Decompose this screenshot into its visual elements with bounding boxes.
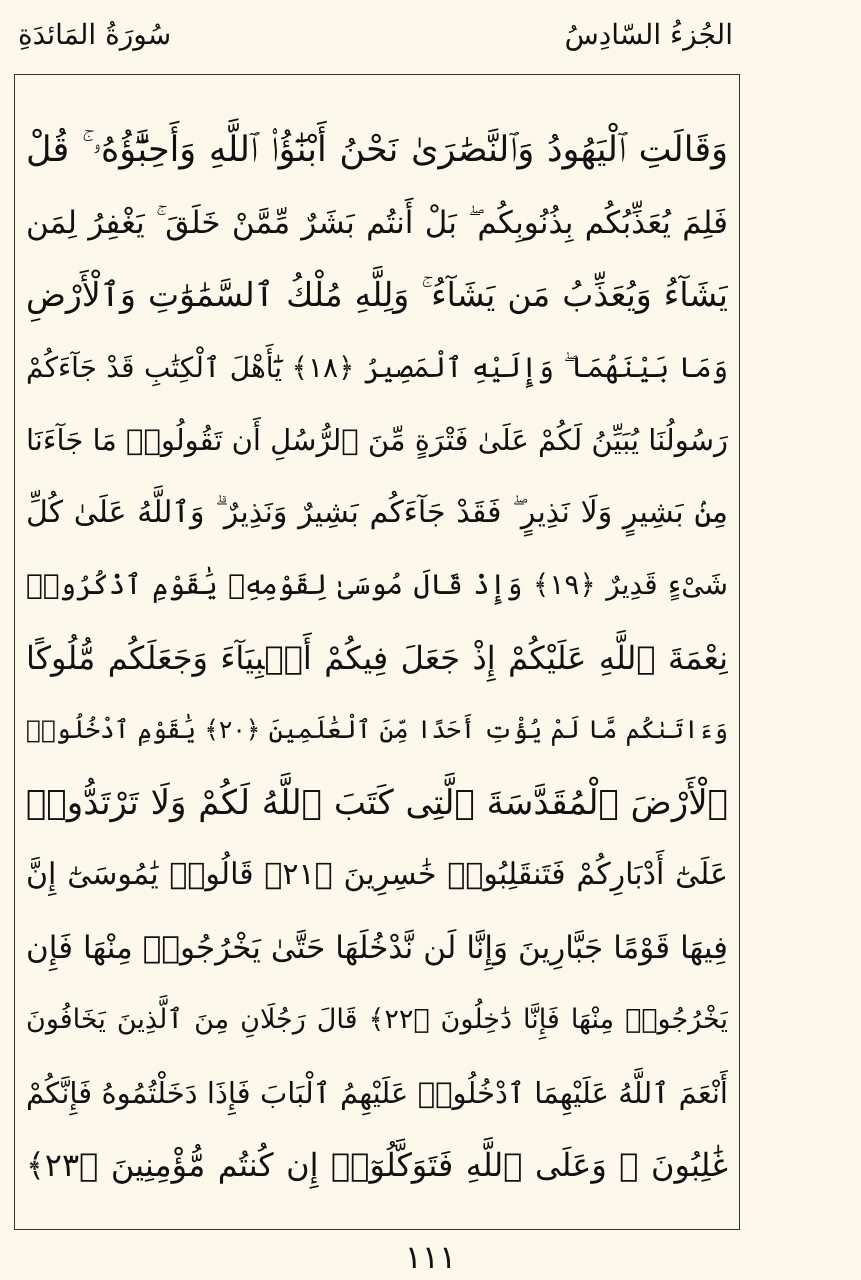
text-line: يَخْرُجُوا۟ مِنْهَا فَإِنَّا دَٰخِلُونَ ﴿٢٢﴾ قَالَ رَجُلَانِ مِنَ ٱلَّذِينَ يَخَافُونَ [26, 1004, 728, 1035]
text-line: شَىْءٍ قَدِيرٌ ﴿١٩﴾ وَإِذْ قَالَ مُوسَىٰ لِقَوْمِهِۦ يَٰقَوْمِ ٱذْكُرُوا۟ [26, 568, 728, 601]
text-line: وَقَالَتِ ٱلْيَهُودُ وَٱلنَّصَٰرَىٰ نَحْنُ أَبْنَٰٓؤُا۟ ٱللَّهِ وَأَحِبَّٰٓؤُهُۥ ۚ قُلْ [26, 130, 728, 170]
quran-text [14, 74, 740, 1230]
page-header [0, 18, 861, 66]
text-line: أَنْعَمَ ٱللَّهُ عَلَيْهِمَا ٱدْخُلُوا۟ عَلَيْهِمُ ٱلْبَابَ فَإِذَا دَخَلْتُمُوهُ فَإِنَّكُمْ [26, 1075, 728, 1110]
text-line: فَلِمَ يُعَذِّبُكُم بِذُنُوبِكُم ۖ بَلْ أَنتُم بَشَرٌ مِّمَّنْ خَلَقَ ۚ يَغْفِرُ لِمَن [26, 204, 728, 241]
text-line: غَٰلِبُونَ ۚ وَعَلَى ٱللَّهِ فَتَوَكَّلُوٓا۟ إِن كُنتُم مُّؤْمِنِينَ ﴿٢٣﴾ [26, 1146, 728, 1184]
text-line: رَسُولُنَا يُبَيِّنُ لَكُمْ عَلَىٰ فَتْرَةٍ مِّنَ ٱلرُّسُلِ أَن تَقُولُوا۟ مَا جَآءَنَا [26, 423, 728, 457]
text-line: مِنۢ بَشِيرٍ وَلَا نَذِيرٍ ۖ فَقَدْ جَآءَكُم بَشِيرٌ وَنَذِيرٌ ۗ وَٱللَّهُ عَلَىٰ كُلِّ [26, 494, 728, 530]
text-line: فِيهَا قَوْمًا جَبَّارِينَ وَإِنَّا لَن نَّدْخُلَهَا حَتَّىٰ يَخْرُجُوا۟ مِنْهَا فَإِن [26, 929, 728, 966]
text-line: وَمَا بَيْنَهُمَا ۖ وَإِلَيْهِ ٱلْمَصِيرُ ﴿١٨﴾ يَٰٓأَهْلَ ٱلْكِتَٰبِ قَدْ جَآءَكُمْ [26, 350, 728, 384]
juz-title: الجُزءُ السّادِسُ [564, 18, 733, 51]
text-line: ٱلْأَرْضَ ٱلْمُقَدَّسَةَ ٱلَّتِى كَتَبَ ٱللَّهُ لَكُمْ وَلَا تَرْتَدُّوا۟ [26, 782, 728, 823]
text-line: عَلَىٰٓ أَدْبَارِكُمْ فَتَنقَلِبُوا۟ خَٰسِرِينَ ﴿٢١﴾ قَالُوا۟ يَٰمُوسَىٰٓ إِنَّ [26, 857, 728, 892]
text-line: وَءَاتَىٰكُم مَّا لَمْ يُؤْتِ أَحَدًا مِّنَ ٱلْعَٰلَمِينَ ﴿٢٠﴾ يَٰقَوْمِ ٱدْخُلُوا۟ [26, 715, 728, 744]
text-line: يَشَآءُ وَيُعَذِّبُ مَن يَشَآءُ ۚ وَلِلَّهِ مُلْكُ ٱلسَّمَٰوَٰتِ وَٱلْأَرْضِ [26, 275, 728, 314]
page-number: ١١١ [404, 1238, 457, 1276]
text-line: نِعْمَةَ ٱللَّهِ عَلَيْكُمْ إِذْ جَعَلَ فِيكُمْ أَنۢبِيَآءَ وَجَعَلَكُم مُّلُوكًا [26, 638, 728, 677]
surah-title: سُورَةُ المَائدَةِ [18, 18, 172, 51]
